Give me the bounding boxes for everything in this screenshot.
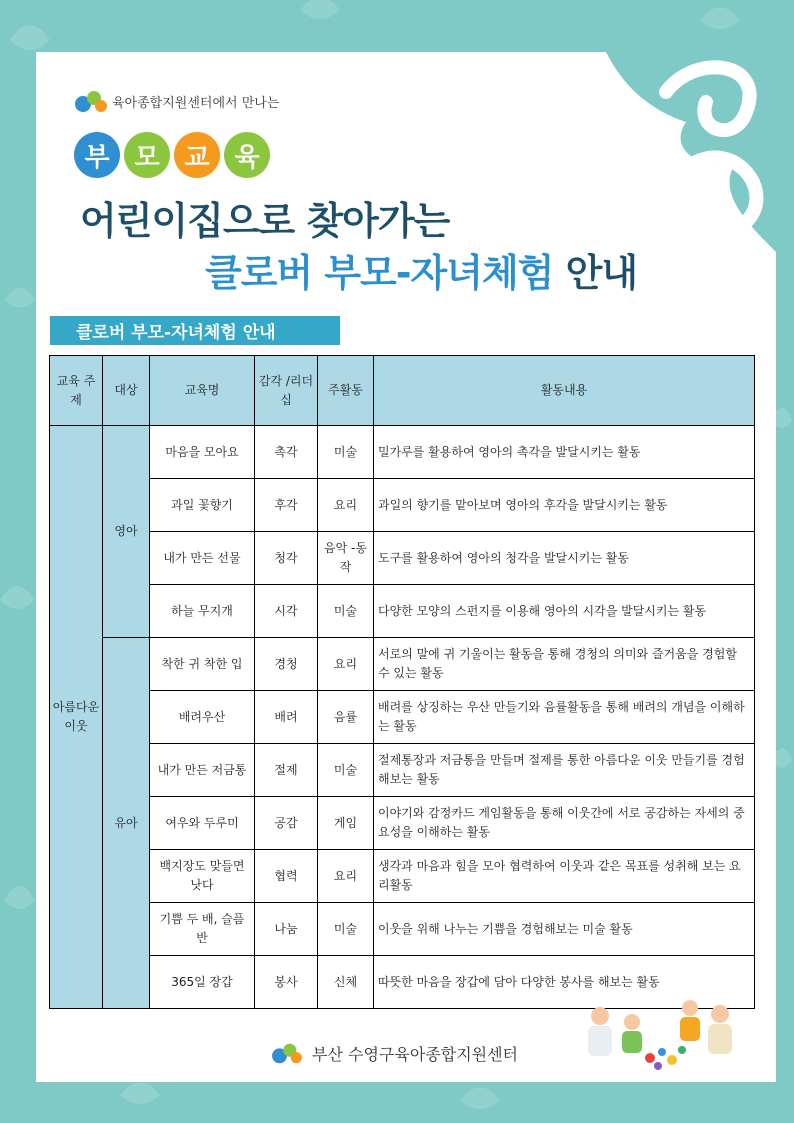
page-title-line1: 어린이집으로 찾아가는 <box>80 199 450 243</box>
program-table <box>49 355 755 1009</box>
program-name: 365일 장갑 <box>150 956 255 1009</box>
header-sense: 감각 /리더십 <box>255 356 318 426</box>
activity-cell: 미술 <box>318 585 374 638</box>
org-tagline-text: 육아종합지원센터에서 만나는 <box>112 95 280 111</box>
table-row <box>50 691 755 744</box>
page-title-accent: 클로버 부모-자녀체험 <box>205 251 554 295</box>
content-cell: 다양한 모양의 스펀지를 이용해 영아의 시각을 발달시키는 활동 <box>374 585 755 638</box>
target-child-cell: 유아 <box>103 638 150 1009</box>
table-header-row <box>50 356 755 426</box>
table-row <box>50 903 755 956</box>
content-cell: 이야기와 감정카드 게임활동을 통해 이웃간에 서로 공감하는 자세의 중요성을 이해하는 활동 <box>374 797 755 850</box>
program-name: 배려우산 <box>150 691 255 744</box>
org-tagline <box>74 86 279 116</box>
content-cell: 과일의 향기를 맡아보며 영아의 후각을 발달시키는 활동 <box>374 479 755 532</box>
header-target: 대상 <box>103 356 150 426</box>
content-cell: 배려를 상징하는 우산 만들기와 음률활동을 통해 배려의 개념을 이해하는 활동 <box>374 691 755 744</box>
table-row <box>50 797 755 850</box>
activity-cell: 미술 <box>318 426 374 479</box>
program-name: 내가 만든 선물 <box>150 532 255 585</box>
activity-cell: 요리 <box>318 638 374 691</box>
table-row <box>50 426 755 479</box>
activity-cell: 요리 <box>318 479 374 532</box>
badge-yuk: 육 <box>224 132 270 178</box>
header-activity: 주활동 <box>318 356 374 426</box>
theme-cell: 아름다운 이웃 <box>50 426 103 1009</box>
page-title-line2 <box>205 242 637 297</box>
target-infant-cell: 영아 <box>103 426 150 638</box>
header-name: 교육명 <box>150 356 255 426</box>
badge-bu: 부 <box>74 132 120 178</box>
figure-shape <box>708 1024 732 1054</box>
table-row <box>50 744 755 797</box>
activity-cell: 신체 <box>318 956 374 1009</box>
figure-shape <box>680 1017 700 1041</box>
ribbon-decoration <box>546 52 776 252</box>
program-name: 백지장도 맞들면 낫다 <box>150 850 255 903</box>
activity-cell: 게임 <box>318 797 374 850</box>
program-name: 과일 꽃향기 <box>150 479 255 532</box>
activity-cell: 음률 <box>318 691 374 744</box>
sense-cell: 청각 <box>255 532 318 585</box>
content-cell: 도구를 활용하여 영아의 청각을 발달시키는 활동 <box>374 532 755 585</box>
sense-cell: 후각 <box>255 479 318 532</box>
program-name: 여우와 두루미 <box>150 797 255 850</box>
figure-shape <box>588 1026 612 1056</box>
sense-cell: 절제 <box>255 744 318 797</box>
table-row <box>50 638 755 691</box>
table-row <box>50 585 755 638</box>
content-cell: 서로의 말에 귀 기울이는 활동을 통해 경청의 의미와 즐거움을 경험할 수 있는 활동 <box>374 638 755 691</box>
badge-mo: 모 <box>124 132 170 178</box>
program-name: 착한 귀 착한 입 <box>150 638 255 691</box>
clover-logo-icon <box>268 1039 306 1067</box>
sense-cell: 공감 <box>255 797 318 850</box>
badge-gyo: 교 <box>174 132 220 178</box>
table-row <box>50 532 755 585</box>
header-theme: 교육 주제 <box>50 356 103 426</box>
sense-cell: 시각 <box>255 585 318 638</box>
parent-education-badges <box>74 132 270 178</box>
table-row <box>50 479 755 532</box>
sense-cell: 봉사 <box>255 956 318 1009</box>
footer-org <box>268 1039 518 1067</box>
program-name: 마음을 모아요 <box>150 426 255 479</box>
sense-cell: 협력 <box>255 850 318 903</box>
content-cell: 밀가루를 활용하여 영아의 촉각을 발달시키는 활동 <box>374 426 755 479</box>
table-row <box>50 850 755 903</box>
clover-logo-icon <box>74 86 108 116</box>
content-cell: 절제통장과 저금통을 만들며 절제를 통한 아름다운 이웃 만들기를 경험해보는 활동 <box>374 744 755 797</box>
section-heading: 클로버 부모-자녀체험 안내 <box>50 316 340 345</box>
sense-cell: 나눔 <box>255 903 318 956</box>
figure-shape <box>622 1031 642 1053</box>
content-cell: 따뜻한 마음을 장갑에 담아 다양한 봉사를 해보는 활동 <box>374 956 755 1009</box>
activity-cell: 음악 -동작 <box>318 532 374 585</box>
program-name: 내가 만든 저금통 <box>150 744 255 797</box>
program-name: 하늘 무지개 <box>150 585 255 638</box>
page-title-rest: 안내 <box>565 251 638 295</box>
footer-org-name: 부산 수영구육아종합지원센터 <box>312 1044 519 1064</box>
content-cell: 이웃을 위해 나누는 기쁨을 경험해보는 미술 활동 <box>374 903 755 956</box>
content-cell: 생각과 마음과 힘을 모아 협력하여 이웃과 같은 목표를 성취해 보는 요리활동 <box>374 850 755 903</box>
header-content: 활동내용 <box>374 356 755 426</box>
sense-cell: 배려 <box>255 691 318 744</box>
sense-cell: 촉각 <box>255 426 318 479</box>
activity-cell: 요리 <box>318 850 374 903</box>
activity-cell: 미술 <box>318 903 374 956</box>
children-illustration <box>570 994 750 1074</box>
sense-cell: 경청 <box>255 638 318 691</box>
activity-cell: 미술 <box>318 744 374 797</box>
program-name: 기쁨 두 배, 슬픔 반 <box>150 903 255 956</box>
